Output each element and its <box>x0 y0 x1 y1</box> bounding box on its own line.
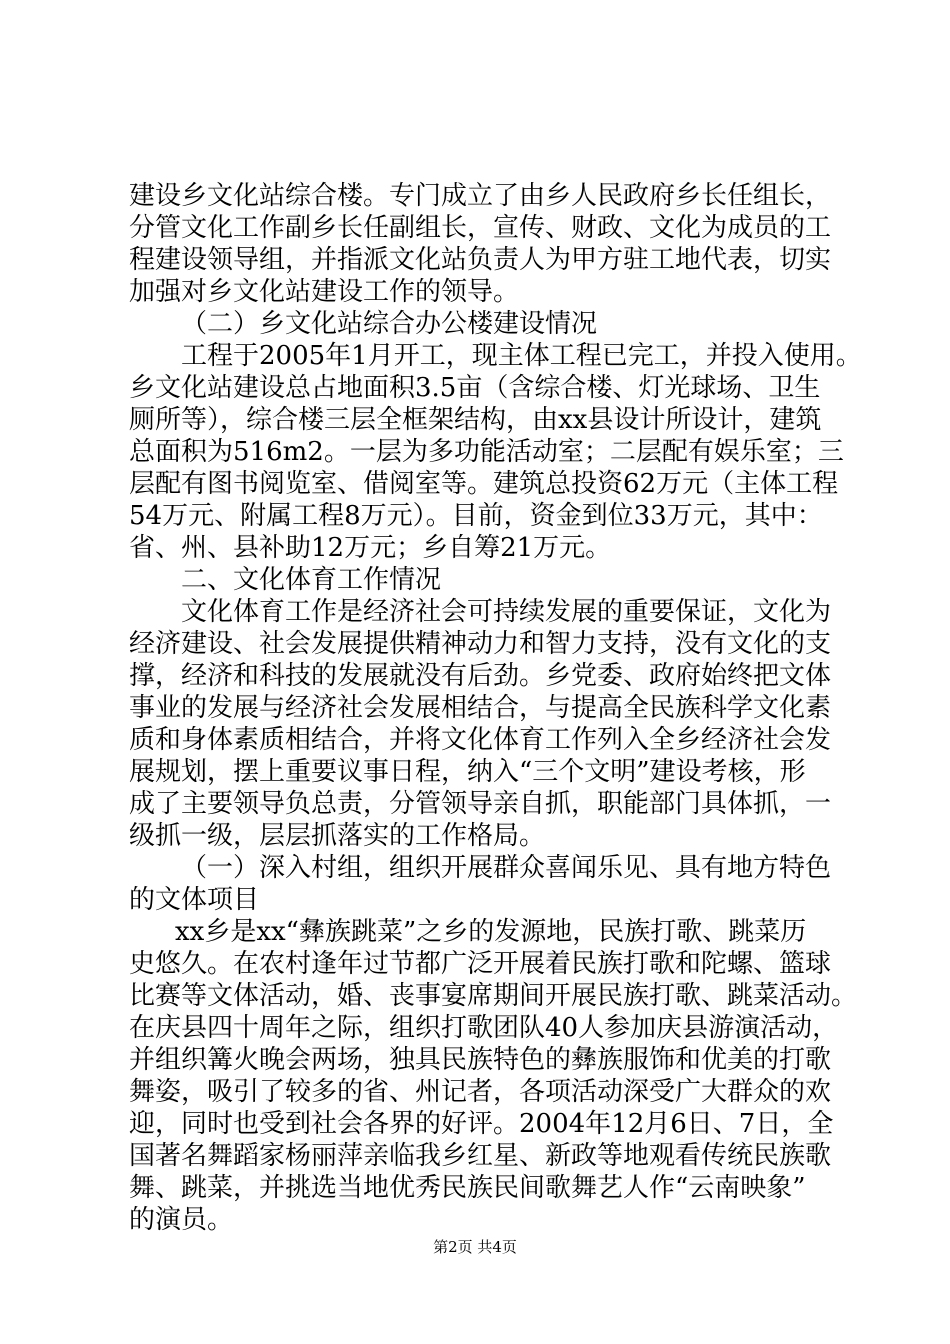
text-line: 舞姿，吸引了较多的省、州记者，各项活动深受广大群众的欢 <box>129 1077 832 1107</box>
text-line: 加强对乡文化站建设工作的领导。 <box>129 277 520 307</box>
text-line: 乡文化站建设总占地面积3.5亩（含综合楼、灯光球场、卫生 <box>129 373 821 403</box>
text-line: 经济建设、社会发展提供精神动力和智力支持，没有文化的支 <box>129 629 832 659</box>
text-line: 质和身体素质相结合，并将文化体育工作列入全乡经济社会发 <box>129 725 832 755</box>
text-line: 级抓一级，层层抓落实的工作格局。 <box>129 821 546 851</box>
text-line: 的演员。 <box>129 1205 234 1235</box>
text-line: 省、州、县补助12万元；乡自筹21万元。 <box>129 533 612 563</box>
text-line: 展规划，摆上重要议事日程，纳入“三个文明”建设考核，形 <box>129 757 806 787</box>
text-line: 比赛等文体活动，婚、丧事宴席期间开展民族打歌、跳菜活动。 <box>129 981 858 1011</box>
text-line: 工程于2005年1月开工，现主体工程已完工，并投入使用。 <box>181 341 862 371</box>
text-line: 文化体育工作是经济社会可持续发展的重要保证，文化为 <box>181 597 832 627</box>
text-line: 建设乡文化站综合楼。专门成立了由乡人民政府乡长任组长， <box>129 181 832 211</box>
page-number: 第2页 共4页 <box>433 1238 517 1256</box>
text-line: 层配有图书阅览室、借阅室等。建筑总投资62万元（主体工程 <box>129 469 839 499</box>
text-line: 54万元、附属工程8万元）。目前，资金到位33万元，其中： <box>129 501 823 531</box>
section-heading: （二）乡文化站综合办公楼建设情况 <box>181 309 598 339</box>
text-line: 成了主要领导负总责，分管领导亲自抓，职能部门具体抓，一 <box>129 789 832 819</box>
text-line: 迎，同时也受到社会各界的好评。2004年12月6日、7日，全 <box>129 1109 834 1139</box>
text-line: 总面积为516m2。一层为多功能活动室；二层配有娱乐室；三 <box>129 437 844 467</box>
text-line: 厕所等），综合楼三层全框架结构，由xx县设计所设计，建筑 <box>129 405 822 435</box>
text-line: xx乡是xx“彝族跳菜”之乡的发源地，民族打歌、跳菜历 <box>175 917 807 947</box>
section-heading: 二、文化体育工作情况 <box>181 565 442 595</box>
section-heading: 的文体项目 <box>129 885 260 915</box>
text-line: 程建设领导组，并指派文化站负责人为甲方驻工地代表，切实 <box>129 245 832 275</box>
text-line: 并组织篝火晚会两场，独具民族特色的彝族服饰和优美的打歌 <box>129 1045 832 1075</box>
section-heading: （一）深入村组，组织开展群众喜闻乐见、具有地方特色 <box>181 853 832 883</box>
text-line: 分管文化工作副乡长任副组长，宣传、财政、文化为成员的工 <box>129 213 832 243</box>
text-line: 撑，经济和科技的发展就没有后劲。乡党委、政府始终把文体 <box>129 661 832 691</box>
text-line: 国著名舞蹈家杨丽萍亲临我乡红星、新政等地观看传统民族歌 <box>129 1141 832 1171</box>
text-line: 事业的发展与经济社会发展相结合，与提高全民族科学文化素 <box>129 693 832 723</box>
text-line: 史悠久。在农村逢年过节都广泛开展着民族打歌和陀螺、篮球 <box>129 949 832 979</box>
text-line: 舞、跳菜，并挑选当地优秀民族民间歌舞艺人作“云南映象” <box>129 1173 806 1203</box>
text-line: 在庆县四十周年之际，组织打歌团队40人参加庆县游演活动， <box>129 1013 839 1043</box>
